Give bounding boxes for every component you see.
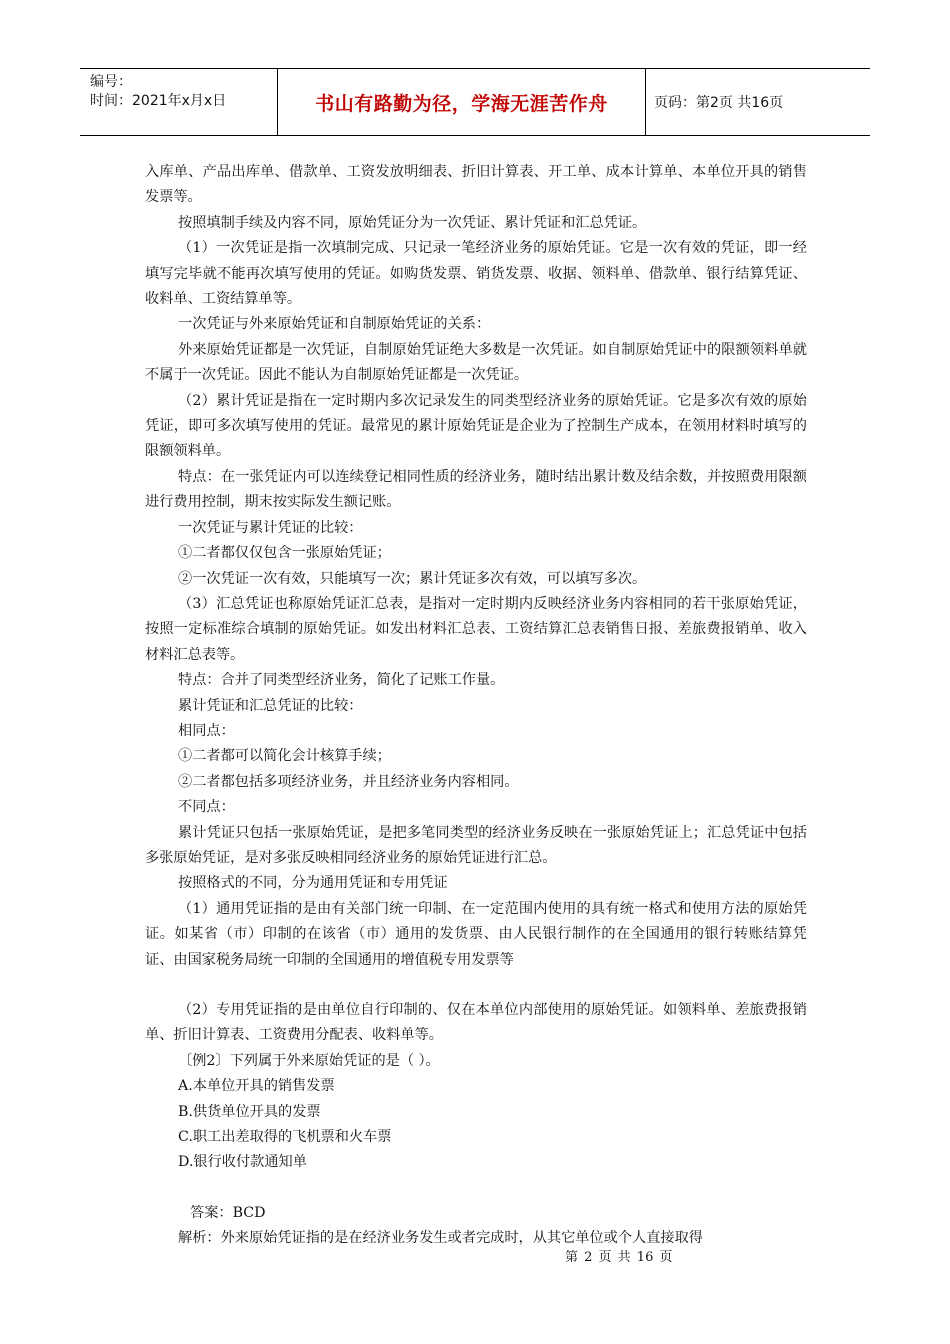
paragraph: （3）汇总凭证也称原始凭证汇总表，是指对一定时期内反映经济业务内容相同的若干张原始凭证，按照一定标准综合填制的原始凭证。如发出材料汇总表、工资结算汇总表销售日报、差旅费报销单、收入材料汇总表等。 — [145, 595, 807, 663]
paragraph: 累计凭证只包括一张原始凭证，是把多笔同类型的经济业务反映在一张原始凭证上；汇总凭证中包括多张原始凭证，是对多张反映相同经济业务的原始凭证进行汇总。 — [145, 824, 807, 866]
paragraph: 外来原始凭证都是一次凭证，自制原始凭证绝大多数是一次凭证。如自制原始凭证中的限额领料单就不属于一次凭证。因此不能认为自制原始凭证都是一次凭证。 — [145, 341, 807, 384]
paragraph: 按照格式的不同，分为通用凭证和专用凭证 — [178, 875, 448, 892]
paragraph: 特点：在一张凭证内可以连续登记相同性质的经济业务，随时结出累计数及结余数，并按照费用限额进行费用控制，期末按实际发生额记账。 — [145, 468, 807, 511]
paragraph: 一次凭证与外来原始凭证和自制原始凭证的关系： — [178, 316, 491, 333]
paragraph: ②一次凭证一次有效，只能填写一次；累计凭证多次有效，可以填写多次。 — [178, 570, 647, 587]
paragraph: 不同点： — [178, 799, 235, 816]
paragraph: ①二者都仅仅包含一张原始凭证； — [178, 545, 391, 562]
number-label: 编号： — [90, 74, 132, 90]
header-info-cell — [80, 69, 278, 135]
option-d: D.银行收付款通知单 — [178, 1154, 307, 1171]
answer: 答案：BCD — [190, 1204, 266, 1221]
document-body — [145, 160, 807, 1252]
explanation: 解析：外来原始凭证指的是在经济业务发生或者完成时，从其它单位或个人直接取得 — [178, 1230, 703, 1247]
option-a: A.本单位开具的销售发票 — [178, 1078, 335, 1095]
option-c: C.职工出差取得的飞机票和火车票 — [178, 1129, 392, 1146]
paragraph: 特点：合并了同类型经济业务，简化了记账工作量。 — [178, 672, 505, 689]
time-label: 时间：2021年x月x日 — [90, 93, 227, 109]
paragraph: （2）专用凭证指的是由单位自行印制的、仅在本单位内部使用的原始凭证。如领料单、差旅费报销单、折旧计算表、工资费用分配表、收料单等。 — [145, 1002, 807, 1044]
paragraph: 按照填制手续及内容不同，原始凭证分为一次凭证、累计凭证和汇总凭证。 — [178, 214, 647, 231]
paragraph: 累计凭证和汇总凭证的比较： — [178, 697, 363, 714]
blank-line — [145, 1176, 807, 1201]
paragraph: （1）一次凭证是指一次填制完成、只记录一笔经济业务的原始凭证。它是一次有效的凭证，即一经填写完毕就不能再次填写使用的凭证。如购货发票、销货发票、收据、领料单、借款单、银行结算凭证、收料单、工资结算单等。 — [145, 240, 807, 308]
blank-line — [145, 973, 807, 998]
paragraph: 入库单、产品出库单、借款单、工资发放明细表、折旧计算表、开工单、成本计算单、本单位开具的销售发票等。 — [145, 164, 807, 206]
example-question: 〔例2〕下列属于外来原始凭证的是（ ）。 — [178, 1052, 440, 1069]
option-b: B.供货单位开具的发票 — [178, 1103, 321, 1120]
page-header — [80, 68, 870, 136]
paragraph: （2）累计凭证是指在一定时期内多次记录发生的同类型经济业务的原始凭证。它是多次有效的原始凭证，即可多次填写使用的凭证。最常见的累计原始凭证是企业为了控制生产成本，在领用材料时填写的限额领料单。 — [145, 392, 807, 460]
paragraph: ②二者都包括多项经济业务，并且经济业务内容相同。 — [178, 773, 519, 790]
header-page-label: 页码：第2页 共16页 — [654, 95, 784, 111]
paragraph: 一次凭证与累计凭证的比较： — [178, 519, 363, 536]
page-footer: 第 2 页 共 16 页 — [565, 1250, 673, 1265]
paragraph: ①二者都可以简化会计核算手续； — [178, 748, 391, 765]
paragraph: （1）通用凭证指的是由有关部门统一印制、在一定范围内使用的具有统一格式和使用方法的原始凭证。如某省（市）印制的在该省（市）通用的发货票、由人民银行制作的在全国通用的银行转账结算凭证、由国家税务局统一印制的全国通用的增值税专用发票等 — [145, 900, 807, 968]
paragraph: 相同点： — [178, 722, 235, 739]
header-motto: 书山有路勤为径，学海无涯苦作舟 — [278, 69, 646, 135]
